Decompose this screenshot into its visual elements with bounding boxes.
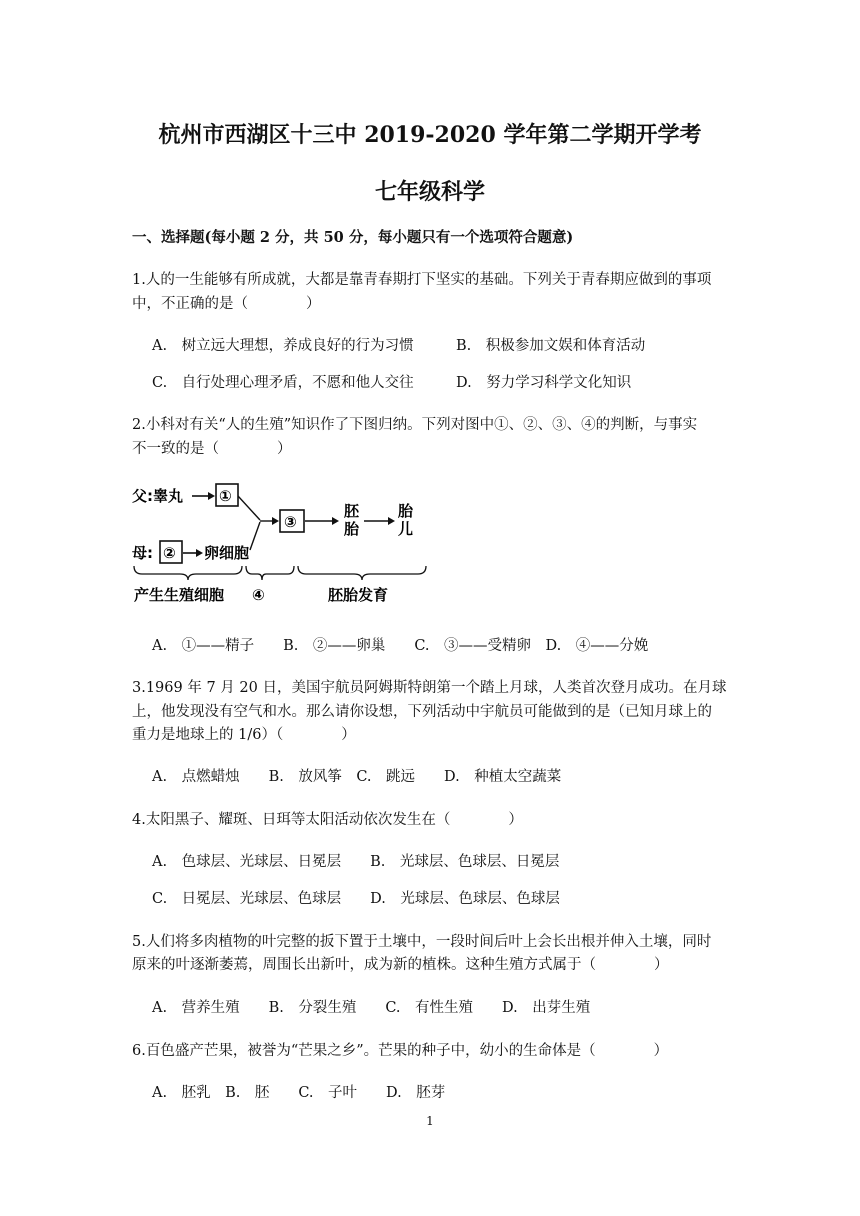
diagram-number-4: ④ — [252, 586, 265, 604]
q2-stem-line1: 2.小科对有关“人的生殖”知识作了下图归纳。下列对图中①、②、③、④的判断，与事实 — [132, 417, 698, 433]
q1-stem-line1: 1.人的一生能够有所成就，大都是靠青春期打下坚实的基础。下列关于青春期应做到的事项 — [132, 272, 712, 288]
diagram-number-1: ① — [219, 487, 232, 505]
q6-options: A. 胚乳 B. 胚 C. 子叶 D. 胚芽 — [152, 1085, 446, 1101]
diagram-number-3: ③ — [284, 513, 297, 531]
diagram-stage3-label: 胚胎发育 — [328, 586, 389, 604]
page-number: 1 — [426, 1114, 434, 1128]
document-subtitle: 七年级科学 — [374, 179, 485, 205]
q6-stem: 6.百色盛产芒果，被誉为“芒果之乡”。芒果的种子中，幼小的生命体是（ ） — [132, 1043, 669, 1059]
q5-options: A. 营养生殖 B. 分裂生殖 C. 有性生殖 D. 出芽生殖 — [152, 1000, 591, 1016]
q4-options-ab: A. 色球层、光球层、日冕层 B. 光球层、色球层、日冕层 — [152, 854, 560, 870]
q1-stem-line2: 中，不正确的是（ ） — [132, 296, 321, 312]
q5-stem-line1: 5.人们将多肉植物的叶完整的扳下置于土壤中，一段时间后叶上会长出根并伸入土壤，同时 — [132, 934, 712, 950]
q2-stem-line2: 不一致的是（ ） — [132, 441, 292, 457]
diagram-embryo-char1: 胚 — [344, 502, 360, 520]
diagram-embryo-char2: 胎 — [344, 520, 360, 538]
q3-stem-line1: 3.1969 年 7 月 20 日，美国宇航员阿姆斯特朗第一个踏上月球，人类首次登月成功。在月球 — [132, 680, 727, 696]
q1-option-c: C. 自行处理心理矛盾，不愿和他人交往 — [152, 375, 414, 391]
diagram-father-label: 父:睾丸 — [132, 487, 183, 505]
q5-stem-line2: 原来的叶逐渐萎蔫，周围长出新叶，成为新的植株。这种生殖方式属于（ ） — [132, 957, 669, 973]
q1-option-a: A. 树立远大理想，养成良好的行为习惯 — [152, 338, 414, 354]
diagram-egg-label: 卵细胞 — [204, 544, 250, 562]
q3-stem-line2: 上，他发现没有空气和水。那么请你设想，下列活动中宇航员可能做到的是（已知月球上的 — [132, 704, 712, 720]
q4-stem: 4.太阳黑子、耀斑、日珥等太阳活动依次发生在（ ） — [132, 812, 523, 828]
reproduction-diagram — [132, 478, 432, 606]
q1-option-d: D. 努力学习科学文化知识 — [456, 375, 632, 391]
diagram-fetus-char2: 儿 — [398, 520, 414, 538]
q4-options-cd: C. 日冕层、光球层、色球层 D. 光球层、色球层、色球层 — [152, 891, 560, 907]
diagram-stage1-label: 产生生殖细胞 — [134, 586, 225, 604]
diagram-number-2: ② — [163, 544, 176, 562]
section-heading: 一、选择题(每小题 2 分，共 50 分，每小题只有一个选项符合题意) — [132, 229, 574, 246]
q3-options: A. 点燃蜡烛 B. 放风筝 C. 跳远 D. 种植太空蔬菜 — [152, 769, 562, 785]
q1-option-b: B. 积极参加文娱和体育活动 — [456, 338, 646, 354]
document-title: 杭州市西湖区十三中 2019-2020 学年第二学期开学考 — [158, 122, 702, 148]
diagram-mother-label: 母: — [132, 544, 153, 562]
q3-stem-line3: 重力是地球上的 1/6）（ ） — [132, 727, 356, 743]
q2-options: A. ①——精子 B. ②——卵巢 C. ③——受精卵 D. ④——分娩 — [152, 638, 649, 654]
diagram-fetus-char1: 胎 — [398, 502, 414, 520]
